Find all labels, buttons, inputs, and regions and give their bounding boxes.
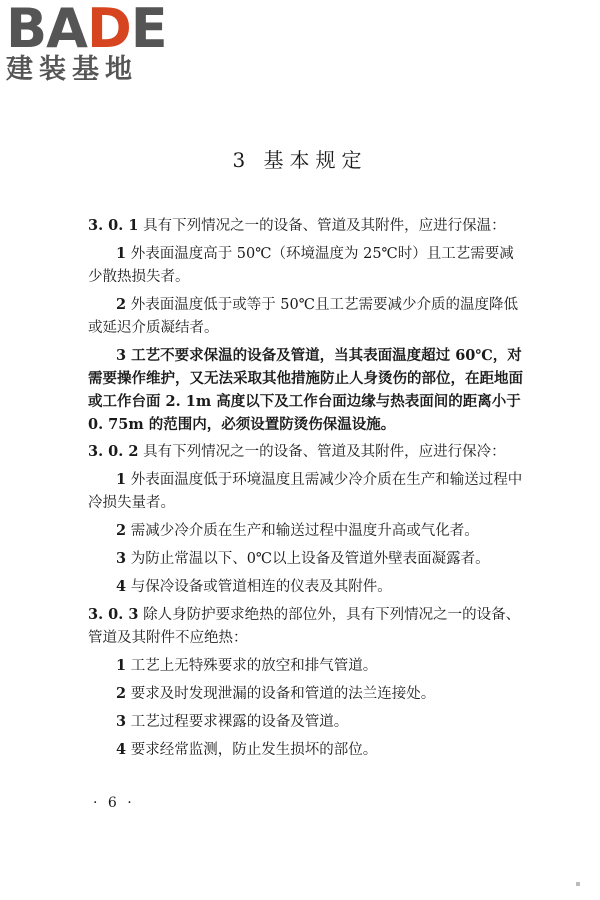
- clause-number: 3. 0. 1: [88, 217, 139, 234]
- clause-text: 除人身防护要求绝热的部位外，具有下列情况之一的设备、管道及其附件不应绝热：: [88, 607, 521, 646]
- item-number: 1: [116, 657, 127, 674]
- clause-number: 3. 0. 2: [88, 443, 139, 460]
- item-text: 需减少冷介质在生产和输送过程中温度升高或气化者。: [130, 523, 479, 539]
- clause-item: [88, 710, 528, 734]
- clause-item: [88, 242, 528, 289]
- clause-number: 3. 0. 3: [88, 606, 139, 623]
- item-text: 要求及时发现泄漏的设备和管道的法兰连接处。: [130, 686, 436, 702]
- logo-suffix: E: [130, 0, 167, 60]
- clause-1: [88, 214, 528, 238]
- logo-accent-letter: D: [86, 0, 131, 60]
- page-number: · 6 ·: [93, 795, 135, 811]
- item-number: 3: [116, 713, 127, 730]
- logo-subtitle: 建装基地: [6, 54, 138, 85]
- clause-item: [88, 344, 528, 436]
- clause-item: [88, 682, 528, 706]
- item-text: 外表面温度低于或等于 50℃且工艺需要减少介质的温度降低或延迟介质凝结者。: [88, 297, 518, 336]
- section-title: 3 基本规定: [232, 148, 368, 172]
- item-number: 2: [116, 296, 127, 313]
- logo-prefix: BA: [6, 0, 87, 60]
- item-number: 1: [116, 471, 127, 488]
- item-number: 4: [116, 741, 127, 758]
- clause-item: [88, 468, 528, 515]
- clause-text: 具有下列情况之一的设备、管道及其附件，应进行保温：: [143, 218, 506, 234]
- brand-logo: [6, 2, 176, 83]
- item-text: 工艺上无特殊要求的放空和排气管道。: [130, 658, 378, 674]
- clause-item: [88, 547, 528, 571]
- clause-text: 具有下列情况之一的设备、管道及其附件，应进行保冷：: [143, 444, 506, 460]
- item-number: 2: [116, 685, 127, 702]
- clause-3: [88, 603, 528, 650]
- item-text: 工艺不要求保温的设备及管道，当其表面温度超过 60℃，对需要操作维护，又无法采取其他措施防止人身烫伤的部位，在距地面或工作台面 2. 1m 高度以下及工作台面边缘与热表面间的距离小于 0. 75m 的范围内，必须设置防烫伤保温设施。: [88, 347, 523, 433]
- item-number: 3: [116, 550, 127, 567]
- item-text: 外表面温度高于 50℃（环境温度为 25℃时）且工艺需要减少散热损失者。: [88, 246, 514, 285]
- clause-item: [88, 738, 528, 762]
- item-text: 为防止常温以下、0℃以上设备及管道外壁表面凝露者。: [130, 551, 490, 567]
- item-number: 1: [116, 245, 127, 262]
- item-number: 3: [116, 347, 127, 364]
- item-number: 2: [116, 522, 127, 539]
- item-number: 4: [116, 578, 127, 595]
- item-text: 与保冷设备或管道相连的仪表及其附件。: [130, 579, 392, 595]
- item-text: 工艺过程要求裸露的设备及管道。: [130, 714, 349, 730]
- item-text: 要求经常监测，防止发生损坏的部位。: [130, 742, 378, 758]
- clause-item: [88, 575, 528, 599]
- clause-item: [88, 293, 528, 340]
- clause-2: [88, 440, 528, 464]
- clause-item: [88, 519, 528, 543]
- item-text: 外表面温度低于环境温度且需减少冷介质在生产和输送过程中冷损失量者。: [88, 472, 523, 511]
- scan-speck: [576, 882, 580, 886]
- logo-wordmark: [6, 0, 176, 60]
- document-body: [88, 210, 528, 762]
- clause-item: [88, 654, 528, 678]
